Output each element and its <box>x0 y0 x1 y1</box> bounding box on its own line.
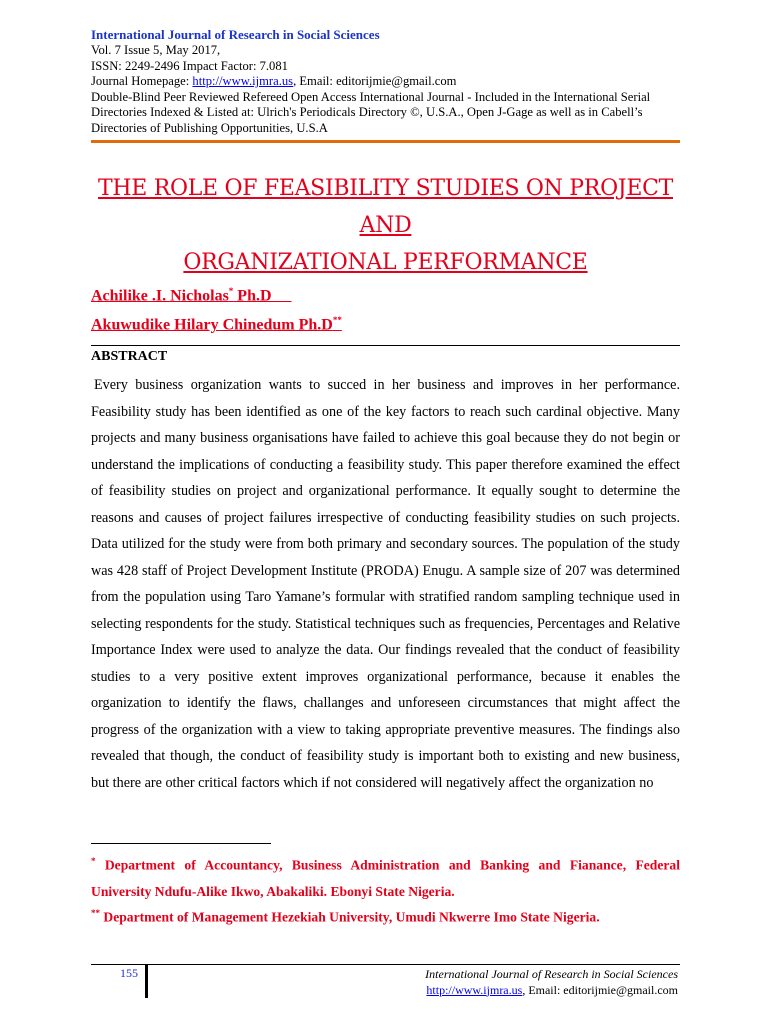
volume-line: Vol. 7 Issue 5, May 2017, <box>91 43 221 57</box>
abstract-body: Every business organization wants to succed in her business and improves in her performance. Feasibility study has been identified as one of the key factors to reach such cardinal objective. Many projects and many business organisations have failed to achieve this goal because they do not begin or understand the implications of conducting a feasibility study. This paper therefore examined the effect of feasibility studies on project and organizational performance. It equally sought to determine the reasons and causes of project failures irrespective of conducting feasibility studies on such projects. Data utilized for the study were from both primary and secondary sources. The population of the study was 428 staff of Project Development Institute (PRODA) Enugu. A sample size of 207 was determined from the population using Taro Yamane’s formular with stratified random sampling technique used in selecting respondents for the study. Statistical techniques such as frequencies, Percentages and Relative Importance Index were used to analyze the data. Our findings revealed that the conduct of feasibility studies to a very positive extent improves organizational performance, because it enables the organization to identify the flaws, challanges and unforeseen circumstances that might affect the progress of the organization with a view to taking appropriate preventive measures. The findings also revealed that though, the conduct of feasibility study is important both to existing and new business, but there are other critical factors which if not considered will negatively affect the organization no <box>91 377 680 791</box>
footer-divider <box>91 964 680 965</box>
author-1 <box>91 286 292 305</box>
footer-journal-name: International Journal of Research in Social Sciences <box>425 967 678 981</box>
footer-info <box>425 967 678 998</box>
footer-email: , Email: editorijmie@gmail.com <box>522 982 678 997</box>
homepage-line <box>91 74 691 90</box>
title-line-1: THE ROLE OF FEASIBILITY STUDIES ON PROJECT AND <box>98 176 673 238</box>
journal-name: International Journal of Research in Social Sciences <box>91 27 380 42</box>
title-line-2: ORGANIZATIONAL PERFORMANCE <box>183 250 588 275</box>
footnote-1-text: Department of Accountancy, Business Administration and Banking and Fianance, Federal University Ndufu-Alike Ikwo, Abakaliki. Ebonyi State Nigeria. <box>91 857 680 899</box>
footer-contact <box>425 983 678 999</box>
author-1-degree: Ph.D <box>233 287 292 305</box>
header-email: , Email: editorijmie@gmail.com <box>293 74 457 88</box>
footer-url-link[interactable]: http://www.ijmra.us <box>426 982 523 997</box>
footer-vertical-divider <box>145 964 148 998</box>
author-2-name: Akuwudike Hilary Chinedum Ph.D <box>91 316 333 334</box>
author-2-mark: ** <box>332 315 342 325</box>
footnote-2-mark: ** <box>91 908 100 918</box>
header-divider <box>91 140 680 143</box>
homepage-label: Journal Homepage: <box>91 74 193 88</box>
journal-header <box>91 26 691 136</box>
footnote-2-text: Department of Management Hezekiah University, Umudi Nkwerre Imo State Nigeria. <box>100 909 600 925</box>
indexing-line-1: Double-Blind Peer Reviewed Refereed Open Access International Journal - Included in the International Serial <box>91 89 651 104</box>
footnote-divider <box>91 843 271 844</box>
page-number: 155 <box>120 966 138 980</box>
author-1-name: Achilike .I. Nicholas <box>91 287 229 305</box>
paper-title <box>91 170 680 281</box>
author-1-mark: * <box>228 286 234 296</box>
author-2 <box>91 315 342 334</box>
homepage-link[interactable]: http://www.ijmra.us <box>192 74 294 88</box>
footnote-1-mark: * <box>91 856 96 866</box>
footnote-2 <box>91 900 680 931</box>
issn-line: ISSN: 2249-2496 Impact Factor: 7.081 <box>91 58 288 73</box>
indexing-line-2: Directories Indexed & Listed at: Ulrich's Periodicals Directory ©, U.S.A., Open J-Gage as well as in Cabell’s <box>91 105 643 119</box>
footnote-1 <box>91 848 680 905</box>
abstract-divider <box>91 345 680 346</box>
indexing-line-3: Directories of Publishing Opportunities, U.S.A <box>91 120 328 135</box>
abstract-heading: ABSTRACT <box>91 349 168 364</box>
